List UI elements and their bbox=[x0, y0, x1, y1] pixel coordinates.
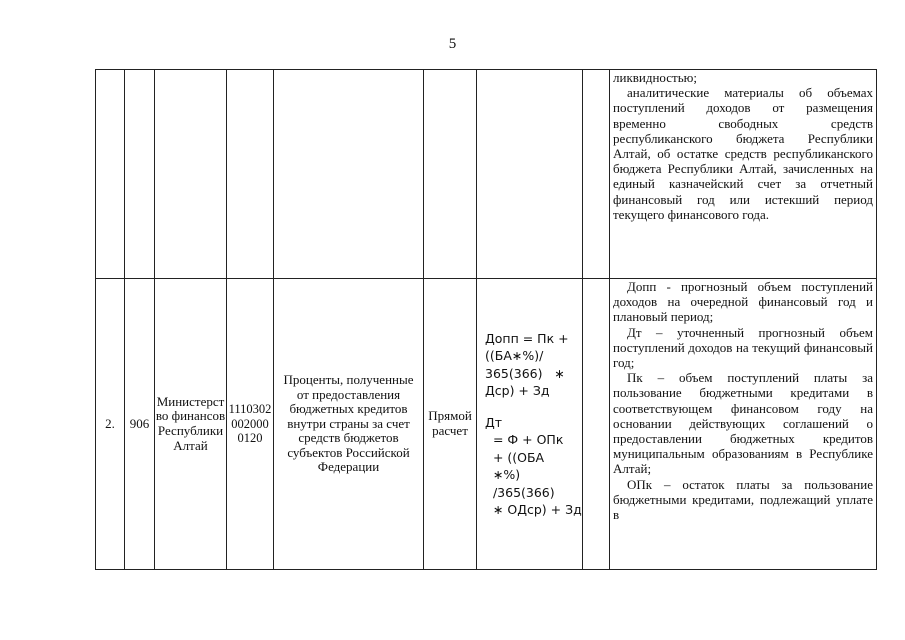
cell-admin-code: 906 bbox=[125, 279, 155, 570]
description-paragraph: ликвидностью; bbox=[613, 70, 697, 85]
cell-narrow-empty bbox=[583, 279, 610, 570]
cell-admin-name: Министерство финансов Республики Алтай bbox=[155, 279, 227, 570]
cell-income-name: Проценты, полученные от предоставления бюджетных кредитов внутри страны за счет средств бюджетов субъектов Российской Федерации bbox=[274, 279, 424, 570]
cell-kbk-empty bbox=[227, 70, 274, 279]
table-row-continuation bbox=[96, 70, 877, 279]
cell-num-empty bbox=[96, 70, 125, 279]
cell-admin-code-empty bbox=[125, 70, 155, 279]
cell-method: Прямой расчет bbox=[424, 279, 477, 570]
description-paragraph: Дт – уточненный прогнозный объем поступлений доходов на текущий финансовый год; bbox=[613, 324, 873, 371]
cell-method-empty bbox=[424, 70, 477, 279]
income-forecast-table bbox=[95, 69, 877, 570]
table-row-item-2 bbox=[96, 279, 877, 570]
cell-narrow-empty bbox=[583, 70, 610, 279]
description-paragraph: Допп - прогнозный объем поступлений доходов на очередной финансовый год и плановый период; bbox=[613, 279, 873, 325]
formula-forecast: Допп = Пк + ((БА∗%)/ 365(366) ∗ Дср) + Зд bbox=[485, 330, 569, 398]
page-number: 5 bbox=[448, 36, 457, 52]
cell-description bbox=[610, 279, 877, 570]
formula-current-year: Дт = Ф + ОПк + ((ОБА ∗%) /365(366) ∗ ОДср) + Зд bbox=[485, 414, 582, 517]
cell-admin-name-empty bbox=[155, 70, 227, 279]
cell-income-name-empty bbox=[274, 70, 424, 279]
description-paragraph: Пк – объем поступлений платы за пользование бюджетными кредитами в соответствующем финансовом году на основании действующих соглашений о предоставлении бюджетных кредитов муниципальным образованиям в Республике Алтай; bbox=[613, 370, 873, 477]
cell-description bbox=[610, 70, 877, 279]
description-paragraph: ОПк – остаток платы за пользование бюджетными кредитами, подлежащий уплате в bbox=[613, 476, 873, 523]
cell-formula-empty bbox=[477, 70, 583, 279]
cell-kbk: 1110302002000 0120 bbox=[227, 279, 274, 570]
description-paragraph: аналитические материалы об объемах поступлений доходов от размещения временно свободных средств республиканского бюджета Республики Алтай, об остатке средств республиканского бюджета Республики Алтай, зачисленных на единый казначейский счет за отчетный финансовый год или истекший период текущего финансового года. bbox=[613, 85, 873, 222]
cell-formula bbox=[477, 279, 583, 570]
cell-num: 2. bbox=[96, 279, 125, 570]
description-clip bbox=[613, 279, 873, 569]
